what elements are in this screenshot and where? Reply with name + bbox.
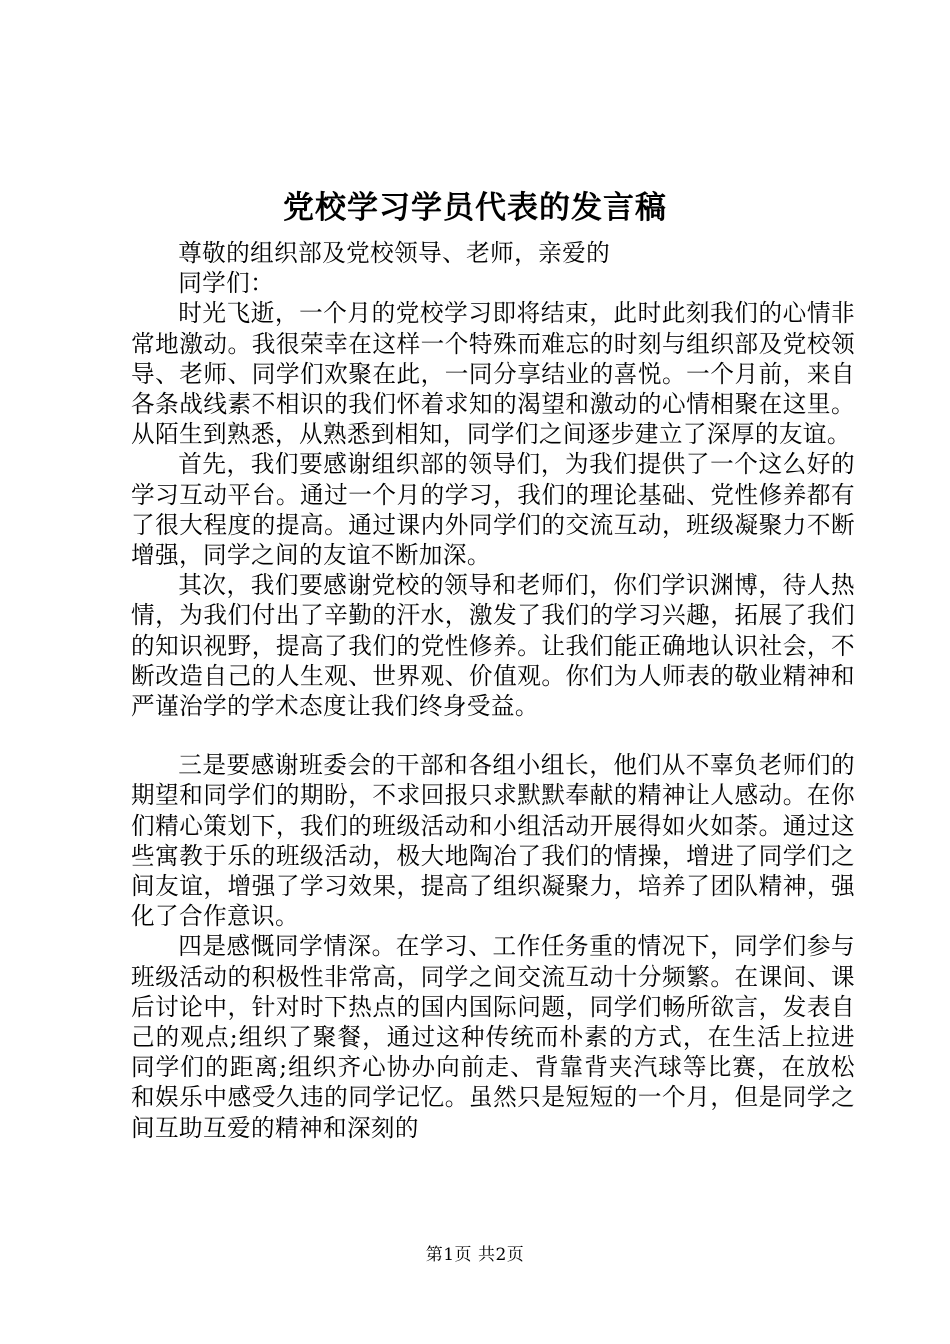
- greeting-line: 尊敬的组织部及党校领导、老师，亲爱的: [178, 239, 611, 267]
- document-body: [131, 238, 855, 1143]
- body-paragraph: 三是要感谢班委会的干部和各组小组长，他们从不辜负老师们的期望和同学们的期盼，不求回报只求默默奉献的精神让人感动。在你们精心策划下，我们的班级活动和小组活动开展得如火如荼。通过这些寓教于乐的班级活动，极大地陶冶了我们的情操，增进了同学们之间友谊，增强了学习效果，提高了组织凝聚力，培养了团队精神，强化了合作意识。: [131, 751, 855, 931]
- document-title: 党校学习学员代表的发言稿: [283, 190, 667, 226]
- body-paragraph: 首先，我们要感谢组织部的领导们，为我们提供了一个这么好的学习互动平台。通过一个月的学习，我们的理论基础、党性修养都有了很大程度的提高。通过课内外同学们的交流互动，班级凝聚力不断增强，同学之间的友谊不断加深。: [131, 450, 855, 570]
- page-number: 第1页 共2页: [425, 1245, 525, 1265]
- body-paragraph: 时光飞逝，一个月的党校学习即将结束，此时此刻我们的心情非常地激动。我很荣幸在这样一个特殊而难忘的时刻与组织部及党校领导、老师、同学们欢聚在此，一同分享结业的喜悦。一个月前，来自各条战线素不相识的我们怀着求知的渴望和激动的心情相聚在这里。从陌生到熟悉，从熟悉到相知，同学们之间逐步建立了深厚的友谊。: [131, 299, 855, 449]
- body-paragraph: 其次，我们要感谢党校的领导和老师们，你们学识渊博，待人热情，为我们付出了辛勤的汗水，激发了我们的学习兴趣，拓展了我们的知识视野，提高了我们的党性修养。让我们能正确地认识社会，不断改造自己的人生观、世界观、价值观。你们为人师表的敬业精神和严谨治学的学术态度让我们终身受益。: [131, 571, 855, 721]
- body-paragraph: 四是感慨同学情深。在学习、工作任务重的情况下，同学们参与班级活动的积极性非常高，同学之间交流互动十分频繁。在课间、课后讨论中，针对时下热点的国内国际问题，同学们畅所欲言，发表自己的观点;组织了聚餐，通过这种传统而朴素的方式，在生活上拉进同学们的距离;组织齐心协办向前走、背靠背夹汽球等比赛，在放松和娱乐中感受久违的同学记忆。虽然只是短短的一个月，但是同学之间互助互爱的精神和深刻的: [131, 932, 855, 1142]
- greeting-line: 同学们：: [178, 269, 275, 298]
